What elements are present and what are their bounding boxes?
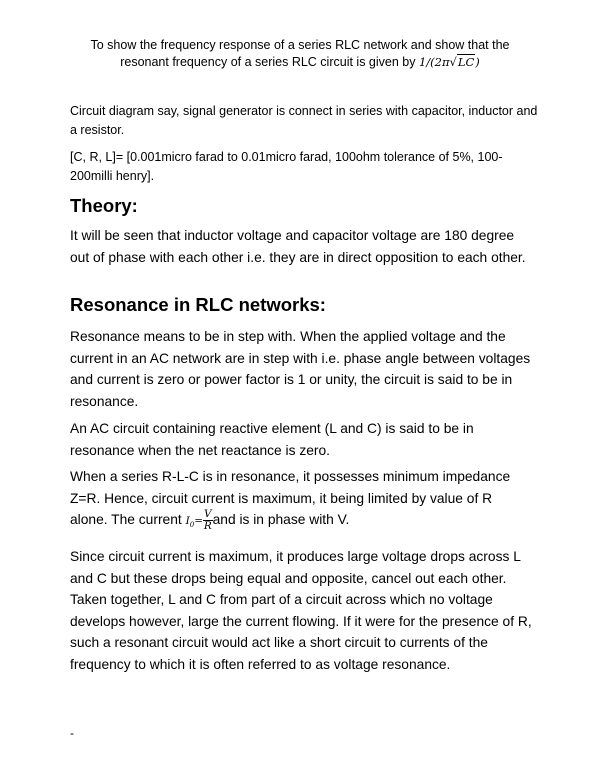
fraction-numerator: V: [204, 508, 212, 520]
title-line-2-text: resonant frequency of a series RLC circuit is given by: [120, 55, 419, 69]
resonance-paragraph-1: Resonance means to be in step with. When the applied voltage and the current in an AC network are in step with i.e. phase angle between voltages and current is zero or power factor is 1 or unity, the circuit is said to be in resonance.: [70, 329, 531, 409]
theory-heading: Theory:: [70, 195, 138, 216]
formula-sqrt-term: LC: [457, 55, 475, 69]
resonance-paragraph-2: An AC circuit containing reactive element (L and C) is said to be in resonance when the net reactance is zero.: [70, 421, 474, 458]
p3-text-after: and is in phase with V.: [212, 512, 350, 528]
title-line-2: [40, 54, 560, 71]
formula-suffix: ): [475, 55, 480, 69]
resonance-heading: Resonance in RLC networks:: [70, 294, 326, 315]
fraction-denominator: R: [203, 520, 212, 532]
footer-dash: -: [70, 726, 74, 740]
formula-prefix: 1/(2π: [418, 55, 450, 69]
title-line-1: To show the frequency response of a series RLC network and show that the: [90, 38, 510, 52]
current-symbol: $I_0$: [185, 515, 195, 530]
equals-sign: =: [194, 515, 203, 528]
v-over-r-fraction: [203, 509, 213, 532]
resonance-paragraph-3: [70, 466, 532, 537]
theory-text: It will be seen that inductor voltage and capacitor voltage are 180 degree out of phase with each other i.e. they are in direct opposition to each other.: [70, 228, 526, 265]
component-values: [C, R, L]= [0.001micro farad to 0.01micro farad, 100ohm tolerance of 5%, 100-200milli henry].: [70, 150, 503, 183]
resonance-paragraph-4: Since circuit current is maximum, it produces large voltage drops across L and C but these drops being equal and opposite, cancel out each other. Taken together, L and C from part of a circuit across which no voltage develops however, large the current flowing. If it were for the presence of R, such a resonant circuit would act like a short circuit to currents of the frequency to which it is often referred to as voltage resonance.: [70, 549, 532, 672]
document-title: [40, 37, 560, 71]
p3-text-before: When a series R-L-C is in resonance, it possesses minimum impedance Z=R. Hence, circuit current is maximum, it being limited by value of R alone. The current: [70, 469, 511, 528]
resonant-frequency-formula: 1/(2π√LC): [418, 55, 480, 69]
circuit-description: Circuit diagram say, signal generator is connect in series with capacitor, inductor and a resistor.: [70, 104, 538, 137]
